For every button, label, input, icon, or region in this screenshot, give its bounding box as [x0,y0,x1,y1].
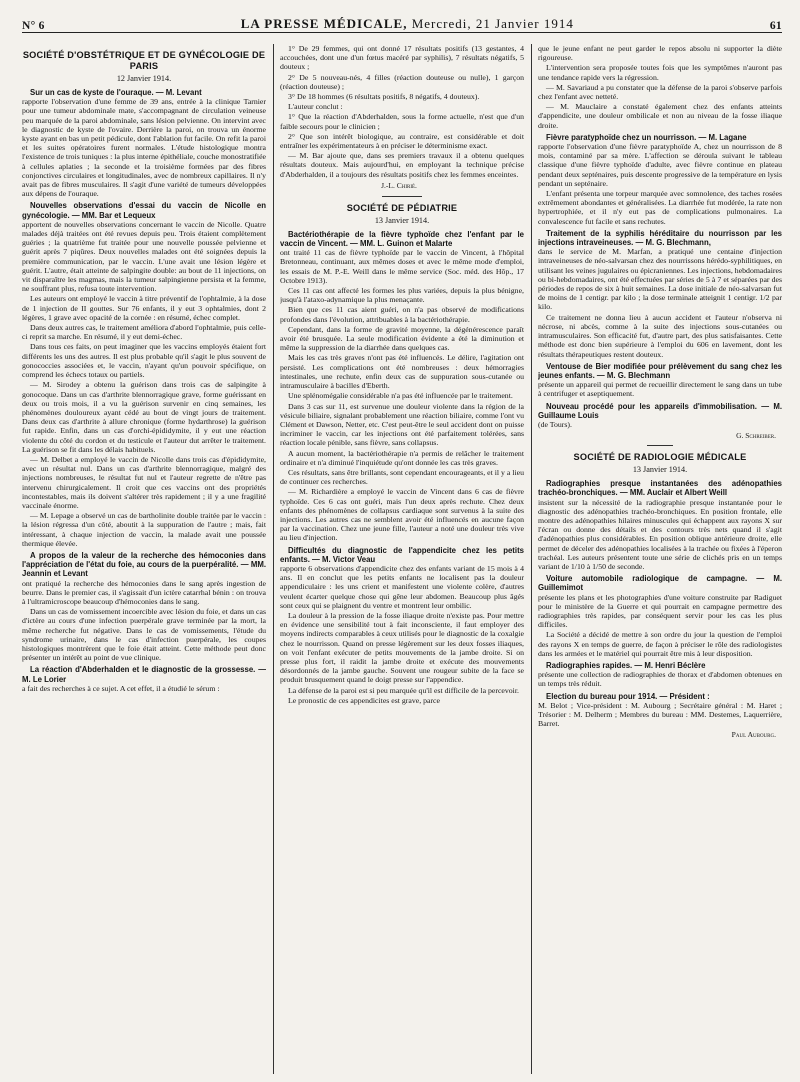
list-item: 2° Que son intérêt biologique, au contraire, est considérable et doit entraîner les expérimentateurs à en préciser le déterminisme exact. [280,131,524,151]
paragraph: ont pratiqué la recherche des hémoconies dans le sang après ingestion de beurre. Dans le premier cas, il s'agissait d'un ictère catarrhal bénin : on trouva à l'ultramicroscope beaucoup d'hémoconies dans le sang. [22,578,266,606]
column-middle [280,44,524,1074]
paragraph: — M. Lepage a observé un cas de bartholinite double traitée par le vaccin : la lésion régressa d'un côté, aboutit à la suppuration de l'autre ; mais, fait intéressant, à chaque injection de vaccin, la malade avait une poussée thermique élevée. [22,511,266,548]
paragraph: — M. Bar ajoute que, dans ses premiers travaux il a obtenu quelques résultats douteux. Mais aujourd'hui, en employant la technique précise d'Abderhalden, il a toujours des résultats positifs chez les femmes enceintes. [280,151,524,179]
paragraph: Mais les cas très graves n'ont pas été influencés. Le délire, l'agitation ont persisté. Les complications ont été nombreuses : deux hémorragies intestinales, une rechute, enfin deux cas de suppuration sous-cutanée ou intramusculaire à bacilles d'Eberth. [280,353,524,391]
author-signature: G. Schreiber. [736,431,776,441]
paragraph: dans le service de M. Marfan, a pratiqué une centaine d'injection intraveineuses de néo-salvarsan chez des nourrissons hérédo-syphilitiques, en utilisant les veines jugulaires ou épicraniennes. Les injections, hebdomadaires ou bi-hebdomadaires, ont été effectuées par séries de 5 à 7 et séparées par des périodes de repos de six à huit semaines. La dose initiale de néo-salvarsan fut de moins de 1 centigr. par kilo ; la dose terminale atteignit 1 centigr. 1/2 par kilo. [538,247,782,312]
journal-name: LA PRESSE MÉDICALE, [240,16,408,31]
journal-title-line [241,16,574,32]
issue-number: N° 6 [22,20,45,32]
paragraph: Ces 11 cas ont affecté les formes les plus variées, depuis la plus bénigne, jusqu'à l'ataxo-adynamique la plus menaçante. [280,286,524,305]
paragraph: Une splénomégalie considérable n'a pas été influencée par le traitement. [288,391,513,401]
section-divider [647,445,673,446]
paragraph: L'enfant présenta une torpeur marquée avec somnolence, des taches rosées extrêmement abondantes et généralisées. La diarrhée fut modérée, la rate non hypertrophiée, et il n'y eut pas de complications pulmonaires. La convalescence fut facile et sans rechutes. [538,189,782,226]
article-heading: Bactériothérapie de la fièvre typhoïde chez l'enfant par le vaccin de Vincent. — MM. L. Guinon et Malarte [280,229,524,249]
paragraph: — M. Mauclaire a constaté également chez des enfants atteints d'appendicite, une douleur ombilicale et non au niveau de la fosse iliaque droite. [538,102,782,130]
paragraph: Dans tous ces faits, on peut imaginer que les vaccins employés étaient fort différents les uns des autres. Il est plus probable qu'il s'agit le plus souvent de gonococcies associées et, le vaccin, n'ayant qu'un pouvoir spécifique, on comprend les échecs totaux ou partiels. [22,342,266,380]
article-heading: Sur un cas de kyste de l'ouraque. — M. Levant [30,88,202,97]
author-signature: Paul Aubourg. [731,730,776,740]
paragraph: Cependant, dans la forme de gravité moyenne, la dégénérescence paraît avoir été brusquée. La seule modification évidente a été la diminution et même la suppression de la diarrhée dans quelques cas. [280,324,524,353]
paragraph: rapporte l'observation d'une fièvre paratyphoïde A, chez un nourrisson de 8 mois, contaminé par sa mère. L'affection se déroula suivant le tableau classique d'une fièvre typhoïde d'adulte, avec fièvre continue en plateau pendant deux septénaires, puis descente progressive de la température en lysis pendant un septénaire. [538,142,782,188]
article-heading: Nouvelles observations d'essai du vaccin de Nicolle en gynécologie. — MM. Bar et Lequeux [22,201,266,220]
paragraph: Le pronostic de ces appendicites est grave, parce [288,695,440,705]
article-heading: Election du bureau pour 1914. — Président : [546,691,710,701]
paragraph: ont traité 11 cas de fièvre typhoïde par le vaccin de Vincent, à l'hôpital Bretonneau, continuant, aux mêmes doses et avec le même mode d'emploi, les essais de M. P.-E. Weill dans le même service (Soc. méd. des Hôp., 17 Octobre 1913). [280,248,524,285]
paragraph: Dans 3 cas sur 11, est survenue une douleur violente dans la région de la vésicule biliaire, signalant probablement une réaction biliaire, comme l'ont vu Clément et Dawson, Netter, etc. C'est peut-être le seul accident dont on puisse incriminer le vaccin, car les injections ont été parfaitement tolérées, sans réaction locale pénible, sans fièvre, sans collapsus. [280,401,524,448]
paragraph: présente une collection de radiographies de thorax et d'abdomen obtenues en un temps très réduit. [538,670,782,689]
paragraph: M. Belot ; Vice-président : M. Aubourg ; Secrétaire général : M. Haret ; Trésorier : M. Delherm ; Membres du bureau : MM. Destemes, Laquerrière, Barret. [538,700,782,729]
paragraph: A aucun moment, la bactériothérapie n'a permis de relâcher le traitement ordinaire et n'a diminué l'inquiétude qu'ont donnée les cas très graves. [280,448,524,467]
list-item: 1° De 29 femmes, qui ont donné 17 résultats positifs (13 gestantes, 4 accouchées, dont une d'un fœtus macéré par syphilis), 7 résultats négatifs, 5 douteux ; [280,44,524,72]
paragraph: Dans un cas de vomissement incoercible avec lésion du foie, et dans un cas d'ictère au cours d'une infection puerpérale grave terminée par la mort, la même recherche fut négative. Dans le cas de vomissements, l'étude du syndrome urinaire, dans le cas d'infection puerpérale, les coupes histologiques montrèrent que le foie était atteint. Cette méthode peut donc présenter un intérêt au point de vue clinique. [22,607,266,663]
section-date: 13 Janvier 1914. [374,215,430,225]
paragraph: Les auteurs ont employé le vaccin à titre préventif de l'ophtalmie, à la dose de 1 injection de II gouttes. Sur 76 enfants, il y eut 3 ophtalmies, dont 2 légères, 1 grave avec opacité de la cornée : en résumé, échec complet. [22,294,266,322]
article-heading: Voiture automobile radiologique de campagne. — M. Guillemimot [538,574,782,593]
issue-date: Mercredi, 21 Janvier 1914 [411,16,574,31]
section-divider [382,196,422,197]
paragraph: Ces résultats, sans être brillants, sont cependant encourageants, et il y a lieu de continuer ces recherches. [280,467,524,487]
paragraph: (de Tours). [538,419,572,429]
paragraph: — M. Sirodey a obtenu la guérison dans trois cas de salpingite à gonocoque. Dans un cas d'arthrite blennorragique grave, forme guérissant en deux ou trois mois, il a vu la guérison survenir en cinq semaines, les phénomènes douloureux ayant cédé au bout de vingt jours de traitement. Dans deux cas d'arthrite à allure chronique (forme hydarthrose) la guérison fut rapide. Enfin, dans un cas d'orchi-épididymite, il y eut une réaction violente du côté du cordon et du testicule et l'auteur dut arrêter le traitement. La guérison se fit dans les délais habituels. [22,380,266,454]
article-heading: Ventouse de Bier modifiée pour prélèvement du sang chez les jeunes enfants. — M. G. Blechmann [538,361,782,380]
page-number: 61 [769,20,782,32]
paragraph: L'intervention sera proposée toutes fois que les symptômes n'auront pas une tendance rapide vers la régression. [538,63,782,82]
article-heading: Difficultés du diagnostic de l'appendicite chez les petits enfants. — M. Victor Veau [280,545,524,564]
article-heading: Fièvre paratyphoïde chez un nourrisson. — M. Lagane [546,132,747,142]
section-title: SOCIÉTÉ DE RADIOLOGIE MÉDICALE [573,452,747,463]
article-heading: Radiographies presque instantanées des adénopathies trachéo-bronchiques. — MM. Auclair et Albert Weill [538,479,782,498]
page-header [22,14,782,33]
article-heading: Nouveau procédé pour les appareils d'immobilisation. — M. Guillaume Louis [538,401,782,420]
paragraph: a fait des recherches à ce sujet. A cet effet, il a étudié le sérum : [22,683,220,693]
paragraph: — M. Richardière a employé le vaccin de Vincent dans 6 cas de fièvre typhoïde. Ces 6 cas ont guéri, mais l'un deux après rechute. Chez deux enfants des phénomènes de collapsus cardiaque sont survenus à la suite des injections. Les autres cas ne semblent avoir été influencés en aucune façon par la vaccination. Chez une jeune fille, l'auteur a noté une douleur très vive au lieu d'injection. [280,487,524,543]
paragraph: insistent sur la nécessité de la radiographie presque instantanée pour le diagnostic des adénopathies trachéo-bronchiques. En position frontale, elle montre des adénopathies hilaires minuscules qui échappent aux rayons X sur l'écran ou donne des détails et des contours très nets quand il s'agit d'adénopathies plus considérables. En position oblique antérieure droite, elle permet de déceler des adénopathies localisées à la trachée ou fixées à l'éperon trachéal. Les auteurs présentent toute une série de clichés pris en un temps variant de 1/10 à 1/50 de seconde. [538,497,782,571]
paragraph: La douleur à la pression de la fosse iliaque droite n'existe pas. Pour mettre en évidence une sensibilité tout à fait inconsciente, il faut employer des moyens indirects comparables à ceux utilisés pour le diagnostic de la coxalgie chez le nourrisson. Quand on presse légèrement sur les deux fosses iliaques, on voit l'enfant exécuter de petits mouvements de la jambe droite. Si on presse plus fort, il raidit la jambe droite et exécute des mouvements désordonnés de la jambe gauche. Souvent une rougeur subite de la face se produit brusquement quand le doigt presse sur l'appendice. [280,610,524,685]
column-rule [273,44,274,1074]
column-rule [531,44,532,1074]
list-item: 2° De 5 nouveau-nés, 4 filles (réaction douteuse ou nulle), 1 garçon (réaction douteuse) ; [280,72,524,91]
paragraph: — M. Delbet a employé le vaccin de Nicolle dans trois cas d'épididymite, avec un résultat nul. Dans un cas d'arthrite blennorragique, malgré des injections nombreuses, le résultat fut nul et l'auteur regrette de n'être pas intervenu chirurgicalement. Il croit que ces vaccins ont des propriétés incontestables, mais ils doivent s'altérer très rapidement ; il y a une fragilité vaccinale énorme. [22,454,266,510]
list-item: 1° Que la réaction d'Abderhalden, sous la forme actuelle, n'est que d'un faible secours pour le clinicien ; [280,112,524,131]
section-date: 12 Janvier 1914. [116,74,172,83]
paragraph: présente un appareil qui permet de recueillir directement le sang dans un tube à centrifuger et aseptiquement. [538,380,782,399]
paragraph: que le jeune enfant ne peut garder le repos absolu ni supporter la diète rigoureuse. [538,44,782,63]
paragraph: rapporte 6 observations d'appendicite chez des enfants variant de 15 mois à 4 ans. Il en conclut que les petits enfants ne localisent pas la douleur appendiculaire : les uns crient et manifestent une violente colère, d'autres veulent écarter quelque chose qui gêne leur abdomen. Beaucoup plus âgés sont ceux qui se plaignent du ventre et montrent leur ombilic. [280,563,524,610]
list-item: 3° De 18 hommes (6 résultats positifs, 8 négatifs, 4 douteux). [288,92,480,102]
article-heading: La réaction d'Abderhalden et le diagnostic de la grossesse. — M. Le Lorier [22,665,266,684]
paragraph: Ce traitement ne donna lieu à aucun accident et l'auteur n'observa ni nécrose, ni abcès, comme à la suite des injections sous-cutanées ou intramusculaires. Son efficacité fut, d'autre part, des plus satisfaisantes. Cette méthode est donc bien supérieure à l'emploi du 606 en lavement, dont les résultats thérapeutiques restent douteux. [538,312,782,359]
section-title: SOCIÉTÉ D'OBSTÉTRIQUE ET DE GYNÉCOLOGIE DE PARIS [22,50,266,71]
article-columns [22,44,782,1076]
article-heading: Traitement de la syphilis héréditaire du nourrisson par les injections intraveineuses. — M. G. Blechmann, [538,228,782,248]
section-date: 13 Janvier 1914. [632,465,688,475]
paragraph: présente les plans et les photographies d'une voiture construite par Radiguet pour le ministère de la Guerre et qui pourrait en campagne permettre des radiographies très rapides, par conséquent servir pour les cas les plus difficiles. [538,592,782,630]
section-title: SOCIÉTÉ DE PÉDIATRIE [346,202,458,213]
paragraph: La défense de la paroi est si peu marquée qu'il est difficile de la percevoir. [288,685,519,695]
column-left [22,44,266,1074]
paragraph: Bien que ces 11 cas aient guéri, on n'a pas observé de modifications profondes dans l'évolution, attribuables à la bactériothérapie. [280,305,524,324]
paragraph: Dans deux autres cas, le traitement améliora d'abord l'ophtalmie, puis celle-ci reprit sa marche. En résumé, il y eut demi-échec. [22,323,266,342]
paragraph: La Société a décidé de mettre à son ordre du jour la question de l'emploi des rayons X en temps de guerre, de façon à préciser le rôle des radiologistes dans les armées et le matériel qui pourrait être mis à leur disposition. [538,630,782,658]
paragraph: apportent de nouvelles observations concernant le vaccin de Nicolle. Quatre malades déjà traitées ont été revues depuis peu. Trois étaient complètement guéries ; la quatrième fut traitée pour une nouvelle poussée pelvienne et guérit après 7 piqûres. Deux nouvelles malades ont été soignées depuis la première communication, par le vaccin. L'une avait une lésion légère et guérit. L'autre, était atteinte de salpingite double: au bout de 11 injections, on vit disparaître les magmas, mais la tumeur salpingienne persista et la femme, ne souffrant plus, refusa toute intervention. [22,219,266,294]
paragraph: rapporte l'observation d'une femme de 39 ans, entrée à la clinique Tarnier pour une tumeur abdominale mate, s'accompagnant de circulation veineuse peu marquée de la paroi abdominale, sans lésion pelvienne. On intervint avec le diagnostic de kyste de l'ovaire. Derrière la paroi, on trouva un énorme kyste ayant en bas un petit pédicule, dont l'ablation fut facile. On refit la paroi et les suites opératoires furent normales. L'étude histologique montra l'existence de trois tuniques : la plus interne épithéliale, couche monostratifiée à cellules aplaties ; la seconde et la troisième formées par des fibres conjonctives circulaires et longitudinales, avec de nombreux capillaires. Il n'y avait pas de fibres musculaires. Il s'agit d'une variété de tumeurs développées aux dépens de l'ouraque. [22,97,266,199]
column-right [538,44,782,1074]
author-signature: J.-L. Chirié. [381,180,417,190]
article-heading: Radiographies rapides. — M. Henri Béclère [546,660,706,670]
article-heading: A propos de la valeur de la recherche des hémoconies dans l'appréciation de l'état du foie, au cours de la puerpéralité. — MM. Jeannin et Levant [22,550,266,579]
paragraph: — M. Savariaud a pu constater que la défense de la paroi s'observe parfois chez l'enfant avec netteté. [538,82,782,102]
paragraph: L'auteur conclut : [288,102,343,112]
